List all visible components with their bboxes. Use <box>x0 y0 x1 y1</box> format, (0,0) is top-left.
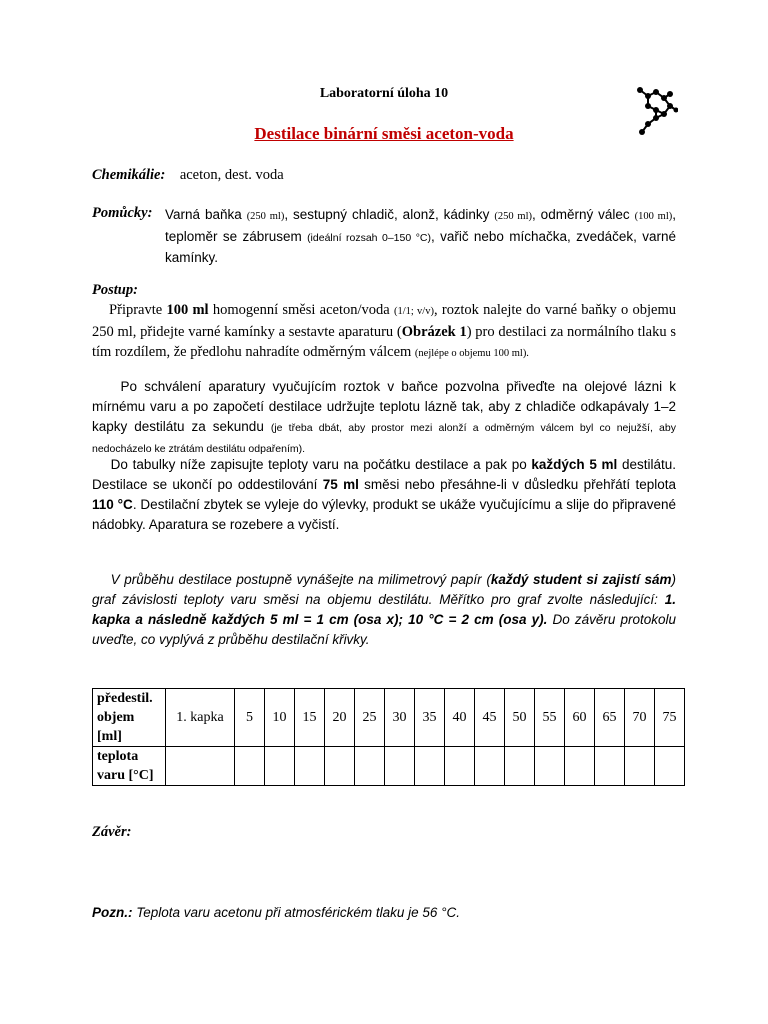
text-run: Obrázek 1 <box>401 324 467 340</box>
header-line: varu [°C] <box>97 768 154 783</box>
tools-note: (250 ml) <box>246 211 285 222</box>
header-line: předestil. <box>97 691 153 706</box>
tools-part: , teploměr se zábrusem <box>165 207 676 244</box>
text-run: , roztok nalejte do varné baňky o objemu 250 ml, přidejte varné kamínky a sestavte aparaturu ( <box>92 302 677 340</box>
chemicals-line <box>92 165 676 185</box>
text-run: Do tabulky níže zapisujte teploty varu na počátku destilace a pak po <box>110 457 532 472</box>
text-run: každých 5 ml <box>531 457 618 472</box>
text-run: 1. kapka a následně každých 5 ml = 1 cm (osa x); 10 °C = 2 cm (osa y). <box>92 592 676 627</box>
table-cell: 75 <box>655 689 685 747</box>
table-row-volume <box>93 689 685 747</box>
table-cell-empty[interactable] <box>265 747 295 786</box>
table-cell-empty[interactable] <box>166 747 235 786</box>
text-run: každý student si zajistí sám <box>490 572 672 587</box>
table-row-temperature <box>93 747 685 786</box>
text-run: . Destilační zbytek se vyleje do výlevky, produkt se ukáže vyučujícímu a slije do připravené nádobky. Aparatura se rozebere a vyčistí. <box>92 497 677 532</box>
text-run: Do závěru protokolu uveďte, co vyplývá z průběhu destilační křivky. <box>92 612 676 647</box>
text-run: ) graf závislosti teploty varu směsi na objemu destilátu. Měřítko pro graf zvolte následující: <box>92 572 676 607</box>
procedure-paragraph-2 <box>92 377 676 459</box>
temperature-header <box>93 747 166 786</box>
table-cell: 50 <box>505 689 535 747</box>
table-cell-empty[interactable] <box>655 747 685 786</box>
distillation-table <box>92 688 685 786</box>
table-cell-empty[interactable] <box>565 747 595 786</box>
table-cell: 5 <box>235 689 265 747</box>
table-cell-empty[interactable] <box>445 747 475 786</box>
tools-note: (250 ml) <box>494 211 532 222</box>
tools-note: (100 ml) <box>634 211 673 222</box>
footnote-text: Teplota varu acetonu při atmosférickém tlaku je 56 °C. <box>132 905 461 920</box>
text-run: 75 ml <box>322 477 359 492</box>
text-run: 100 ml <box>166 302 209 318</box>
table-cell: 25 <box>355 689 385 747</box>
text-note: (1/1; v/v) <box>393 306 434 317</box>
footnote <box>92 903 676 923</box>
tools-part: Varná baňka <box>165 207 242 222</box>
header-line: teplota <box>97 749 139 764</box>
table-cell: 55 <box>535 689 565 747</box>
table-cell-empty[interactable] <box>235 747 265 786</box>
tools-note: (ideální rozsah 0–150 °C) <box>307 232 431 244</box>
table-cell: 10 <box>265 689 295 747</box>
footnote-label: Pozn.: <box>92 905 133 920</box>
table-cell-empty[interactable] <box>535 747 565 786</box>
procedure-paragraph-1 <box>92 300 676 364</box>
table-cell-empty[interactable] <box>595 747 625 786</box>
graph-instructions <box>92 570 676 650</box>
table-cell-empty[interactable] <box>475 747 505 786</box>
chemicals-label: Chemikálie: <box>92 167 166 183</box>
table-cell-empty[interactable] <box>625 747 655 786</box>
table-cell: 15 <box>295 689 325 747</box>
text-run: Připravte <box>109 302 167 318</box>
table-cell-empty[interactable] <box>505 747 535 786</box>
text-run: Po schválení aparatury vyučujícím roztok v baňce pozvolna přiveďte na olejové lázni k mírnému varu a po započetí destilace udržujte teplotu lázně tak, aby z chladiče odkapávaly 1–2 kapky destilátu za sekundu <box>92 379 676 434</box>
molecule-logo-icon <box>630 86 678 138</box>
text-run: destilátu. Destilace se ukončí po oddestilování <box>92 457 676 492</box>
table-cell: 60 <box>565 689 595 747</box>
table-cell-empty[interactable] <box>295 747 325 786</box>
tools-part: , sestupný chladič, alonž, kádinky <box>284 207 490 222</box>
table-cell-empty[interactable] <box>385 747 415 786</box>
table-cell-empty[interactable] <box>355 747 385 786</box>
table-cell-empty[interactable] <box>325 747 355 786</box>
table-cell: 70 <box>625 689 655 747</box>
tools-part: , vařič nebo míchačka, zvedáček, varné kamínky. <box>165 229 676 265</box>
page-title: Destilace binární směsi aceton-voda <box>254 124 514 143</box>
header-line: objem <box>97 710 135 725</box>
text-run: směsi nebo přesáhne-li v důsledku přehřátí teplota <box>358 477 676 492</box>
text-run: ) pro destilaci za normálního tlaku s tím rozdílem, že předlohu nahradíte odměrným válcem <box>92 324 676 360</box>
procedure-paragraph-3 <box>92 455 676 535</box>
table-cell: 65 <box>595 689 625 747</box>
conclusion-label: Závěr: <box>92 824 132 840</box>
table-cell: 35 <box>415 689 445 747</box>
tools-label: Pomůcky: <box>92 205 153 221</box>
text-note: (nejlépe o objemu 100 ml). <box>414 348 529 359</box>
table-cell: 1. kapka <box>166 689 235 747</box>
table-cell: 20 <box>325 689 355 747</box>
table-cell-empty[interactable] <box>415 747 445 786</box>
header-line: [ml] <box>97 729 122 744</box>
table-cell: 40 <box>445 689 475 747</box>
text-run: V průběhu destilace postupně vynášejte na milimetrový papír ( <box>110 572 491 587</box>
text-run: homogenní směsi aceton/voda <box>208 302 390 318</box>
table-cell: 30 <box>385 689 415 747</box>
lab-title: Laboratorní úloha 10 <box>319 86 449 101</box>
text-run: 110 °C <box>92 497 133 512</box>
chemicals-text: aceton, dest. voda <box>179 167 284 183</box>
tools-text <box>165 205 676 268</box>
text-note: (je třeba dbát, aby prostor mezi alonží a odměrným válcem byl co nejužší, aby nedocházelo ke ztrátám destilátu odpařením). <box>92 422 676 455</box>
tools-part: , odměrný válec <box>532 207 630 222</box>
table-cell: 45 <box>475 689 505 747</box>
volume-header <box>93 689 166 747</box>
procedure-label: Postup: <box>92 282 138 298</box>
